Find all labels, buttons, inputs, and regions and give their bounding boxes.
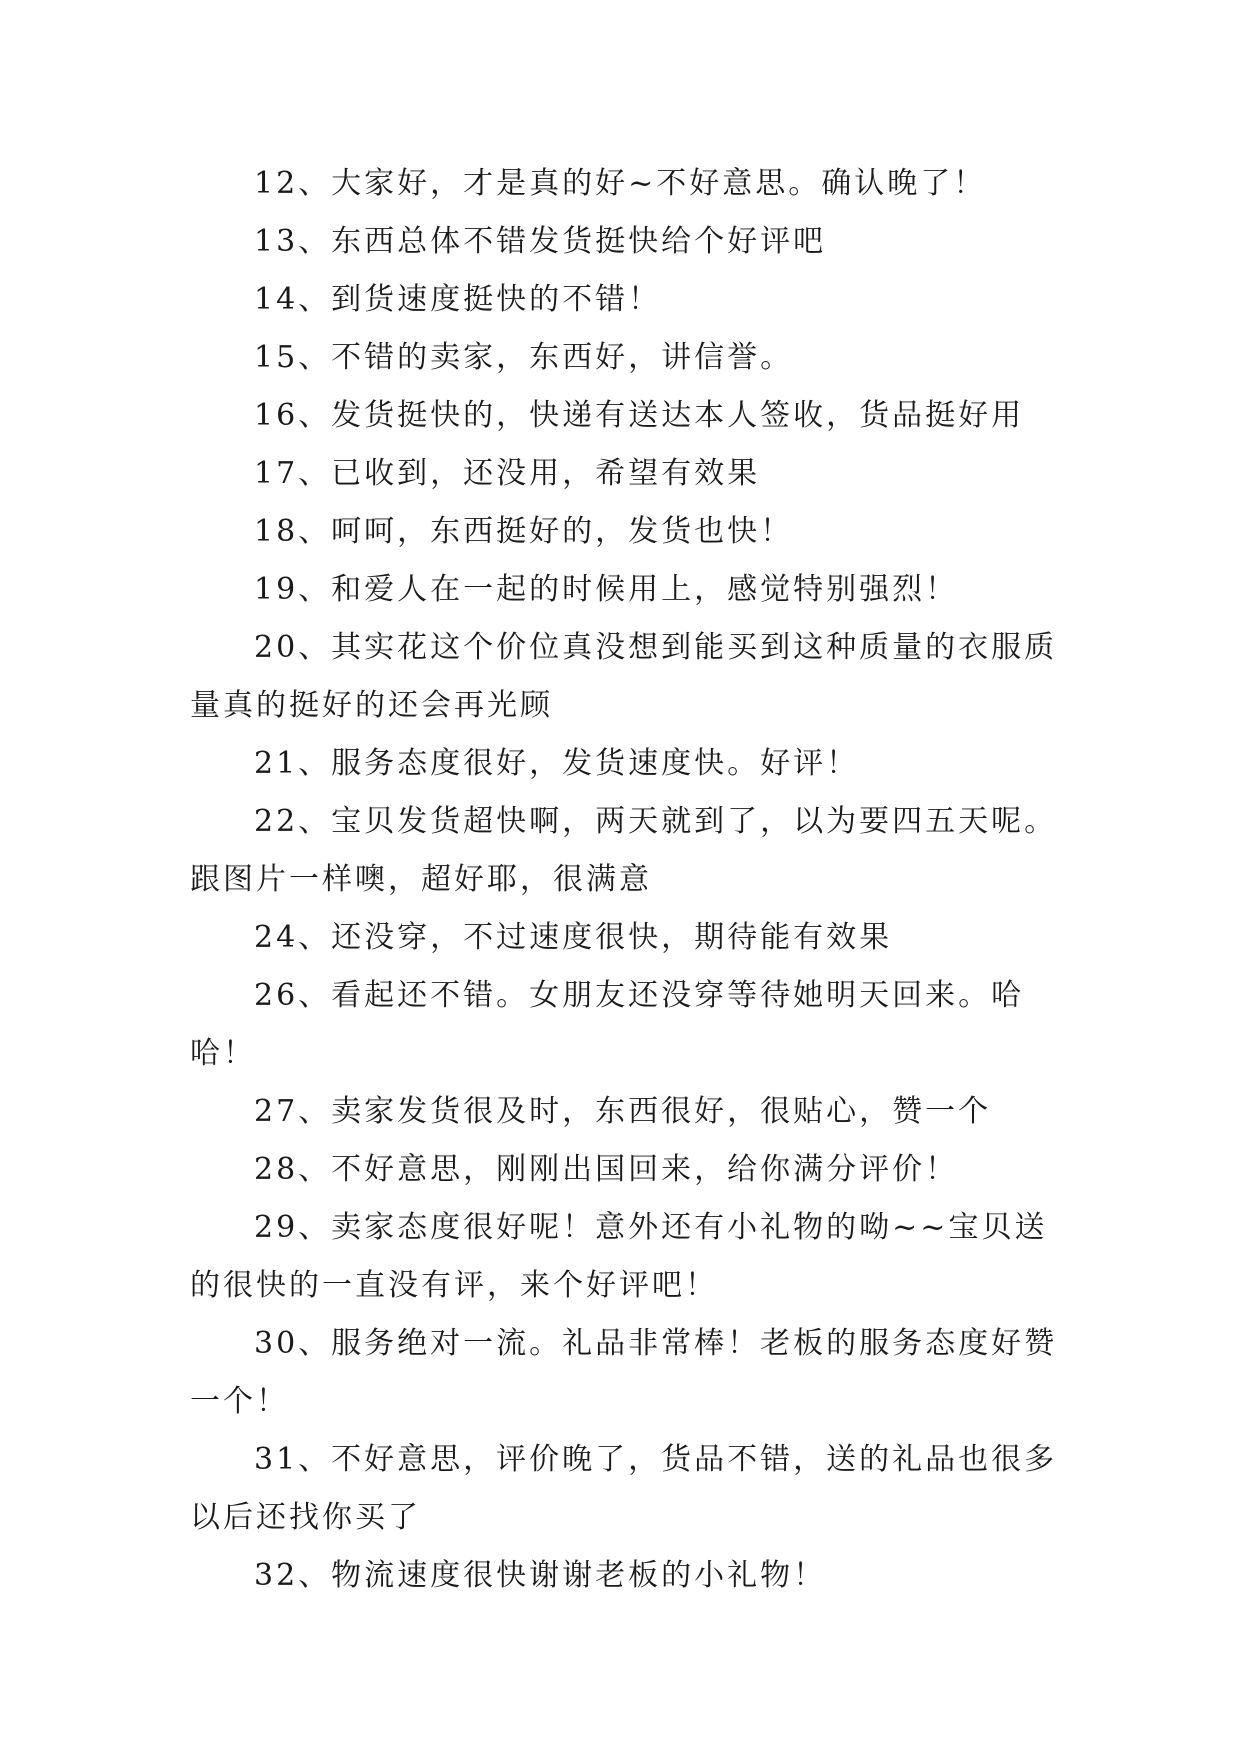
review-item-17: 17、已收到，还没用，希望有效果 [254, 456, 761, 491]
review-item-21: 21、服务态度很好，发货速度快。好评！ [254, 746, 860, 781]
review-item-24: 24、还没穿，不过速度很快，期待能有效果 [254, 920, 893, 955]
review-item-13: 13、东西总体不错发货挺快给个好评吧 [254, 224, 827, 259]
review-item-15: 15、不错的卖家，东西好，讲信誉。 [254, 340, 794, 375]
review-item-14: 14、到货速度挺快的不错！ [254, 282, 662, 317]
review-item-29: 29、卖家态度很好呢！意外还有小礼物的呦~~宝贝送的很快的一直没有评，来个好评吧！ [190, 1210, 1048, 1303]
review-item-19: 19、和爱人在一起的时候用上，感觉特别强烈！ [254, 572, 959, 607]
review-item-27: 27、卖家发货很及时，东西很好，很贴心，赞一个 [254, 1094, 992, 1129]
review-item-16: 16、发货挺快的，快递有送达本人签收，货品挺好用 [254, 398, 1025, 433]
review-item-26: 26、看起还不错。女朋友还没穿等待她明天回来。哈哈！ [190, 978, 1025, 1071]
review-item-12: 12、大家好，才是真的好~不好意思。确认晚了！ [254, 166, 987, 201]
review-list [190, 155, 1060, 1605]
review-item-20: 20、其实花这个价位真没想到能买到这种质量的衣服质量真的挺好的还会再光顾 [190, 630, 1058, 723]
review-item-32: 32、物流速度很快谢谢老板的小礼物！ [254, 1558, 827, 1593]
review-item-31: 31、不好意思，评价晚了，货品不错，送的礼品也很多以后还找你买了 [190, 1442, 1058, 1535]
review-item-28: 28、不好意思，刚刚出国回来，给你满分评价！ [254, 1152, 959, 1187]
review-item-22: 22、宝贝发货超快啊，两天就到了，以为要四五天呢。跟图片一样噢，超好耶，很满意 [190, 804, 1058, 897]
review-item-30: 30、服务绝对一流。礼品非常棒！老板的服务态度好赞一个！ [190, 1326, 1058, 1419]
review-item-18: 18、呵呵，东西挺好的，发货也快！ [254, 514, 794, 549]
